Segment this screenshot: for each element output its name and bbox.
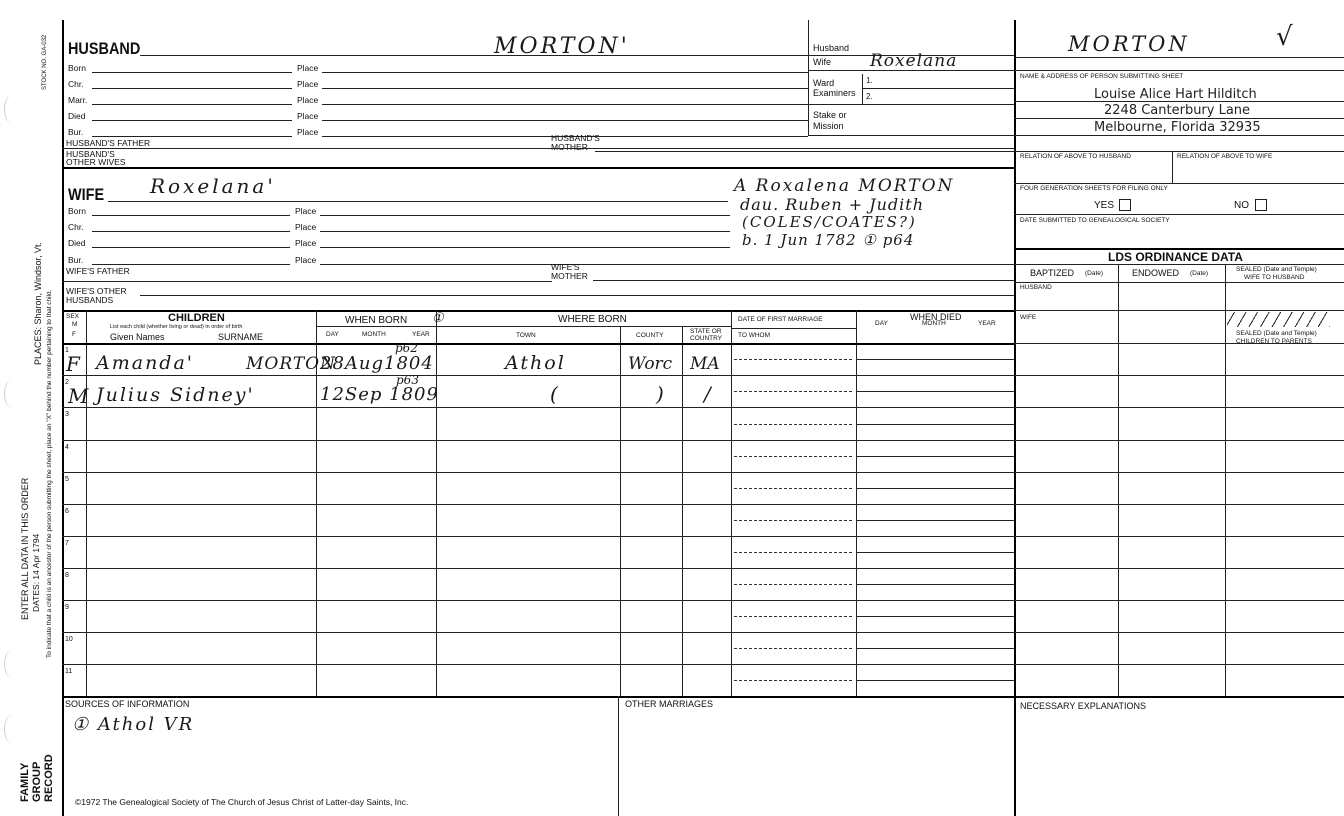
wife-bur-place-label: Place [295,255,317,265]
husband-title: HUSBAND [68,39,141,58]
child-page-ref: p63 [396,373,419,387]
child-state: / [704,382,711,406]
husband-died-place-label: Place [297,111,319,121]
child-town: Athol [505,352,566,374]
husband-marr-place-label: Place [297,95,319,105]
child-number: 9 [65,604,69,611]
examiners-label: Examiners [813,88,856,98]
child-sex: F [66,352,80,376]
child-page-ref: p62 [395,341,418,355]
ward-husband-label: Husband [813,43,850,53]
wife-born-label: Born [68,206,86,216]
died-year-header: YEAR [978,320,996,327]
when-born-mark: ① [432,311,444,326]
sex-f-header: F [72,331,76,338]
submitter-city: Melbourne, Florida 32935 [1094,120,1261,135]
husband-bur-place-label: Place [297,127,319,137]
wife-born-place-label: Place [295,206,317,216]
child-number: 10 [65,636,73,643]
no-checkbox[interactable] [1255,199,1267,211]
child-number: 2 [65,379,69,386]
husband-other-wives-1: HUSBAND'S [66,149,115,159]
children-subtitle: List each child (whether living or dead) in order of birth [110,324,243,330]
mission-label: Mission [813,121,844,131]
child-sex: M [68,384,89,408]
given-names-header: Given Names [110,332,165,342]
to-whom-header: TO WHOM [738,332,771,339]
wife-died-place-label: Place [295,238,317,248]
wife-bur-label: Bur. [68,255,84,265]
died-day-header: DAY [875,320,888,327]
wife-note-2: dau. Ruben + Judith [740,195,925,214]
when-died-header: WHEN DIED [910,312,962,322]
baptized-date-label: (Date) [1085,270,1104,277]
sealed-label-2: WIFE TO HUSBAND [1244,274,1305,281]
wife-mother-label-1: WIFE'S [551,262,580,272]
yes-checkbox[interactable] [1119,199,1131,211]
ward-wife-hand: Roxelana [870,51,958,71]
wife-note-1: A Roxalena MORTON [734,176,955,196]
when-born-header: WHEN BORN [345,315,408,326]
sex-m-header: M [72,321,78,328]
date-submitted-label: DATE SUBMITTED TO GENEALOGICAL SOCIETY [1020,217,1170,224]
husband-died-label: Died [68,111,86,121]
sources-label: SOURCES OF INFORMATION [65,699,190,709]
wife-died-label: Died [68,238,86,248]
relation-wife-label: RELATION OF ABOVE TO WIFE [1177,153,1273,160]
dates-label: DATES: 14 Apr 1794 [31,533,41,612]
punch-hole-mark [4,650,19,678]
husband-mother-label-1: HUSBAND'S [551,133,600,143]
explanations-label: NECESSARY EXPLANATIONS [1020,701,1147,711]
town-header: TOWN [516,332,536,339]
examiner-2: 2. [866,92,873,101]
submitter-label: NAME & ADDRESS OF PERSON SUBMITTING SHEET [1020,73,1184,80]
wife-father-label: WIFE'S FATHER [66,266,130,276]
child-town: ( [550,382,558,406]
indicate-instruction: To indicate that a child is an ancestor of the person submitting the sheet, place an "X" behind the number pertaining to that child. [46,289,53,658]
check-mark: √ [1276,22,1293,52]
ward-label: Ward [813,78,835,88]
other-marriages-label: OTHER MARRIAGES [625,699,714,709]
child-number: 1 [65,347,69,354]
sealed-children-2: CHILDREN TO PARENTS [1236,338,1312,345]
husband-born-label: Born [68,63,86,73]
submitter-street: 2248 Canterbury Lane [1104,103,1251,118]
wife-note-4: b. 1 Jun 1782 ① p64 [742,231,915,249]
died-month-header: MONTH [922,320,946,327]
wife-chr-place-label: Place [295,222,317,232]
child-county: Worc [628,354,673,374]
stake-label: Stake or [813,110,847,120]
wife-other-label-2: HUSBANDS [66,295,114,305]
punch-hole-mark [4,715,19,743]
husband-other-wives-2: OTHER WIVES [66,157,126,167]
first-marriage-header: DATE OF FIRST MARRIAGE [738,316,823,323]
sex-header: SEX [66,313,80,320]
wife-name-hand: Roxelana' [150,174,276,198]
sealed-children-1: SEALED (Date and Temple) [1236,330,1317,337]
enter-all-label: ENTER ALL DATA IN THIS ORDER [20,477,30,620]
copyright: ©1972 The Genealogical Society of The Church of Jesus Christ of Latter-day Saints, Inc. [75,797,409,807]
places-label: PLACES: Sharon, Windsor, Vt. [33,241,43,365]
record-title-2: GROUP [31,761,43,802]
husband-chr-place-label: Place [297,79,319,89]
state-header-1: STATE OR [690,328,722,335]
husband-bur-label: Bur. [68,127,84,137]
stock-number: STOCK NO. GA-032 [42,34,48,90]
child-state: MA [690,354,720,374]
lds-title: LDS ORDINANCE DATA [1108,250,1243,264]
child-birth-date: 12Sep 1809 [320,384,439,405]
child-number: 5 [65,476,69,483]
where-born-header: WHERE BORN [558,314,627,325]
child-number: 8 [65,572,69,579]
child-given-name: Julius Sidney' [96,384,255,406]
ward-divider [808,20,809,135]
right-surname-hand: MORTON [1068,32,1190,56]
relation-husband-label: RELATION OF ABOVE TO HUSBAND [1020,153,1131,160]
born-month-header: MONTH [362,331,386,338]
four-gen-label: FOUR GENERATION SHEETS FOR FILING ONLY [1020,185,1168,192]
endowed-date-label: (Date) [1190,270,1209,277]
state-header-2: COUNTRY [690,335,723,342]
submitter-name: Louise Alice Hart Hilditch [1094,87,1257,102]
husband-born-place-label: Place [297,63,319,73]
hatched-box [1227,312,1330,327]
child-number: 4 [65,444,69,451]
husband-chr-label: Chr. [68,79,84,89]
child-number: 6 [65,508,69,515]
child-number: 7 [65,540,69,547]
yes-label: YES [1094,200,1115,211]
husband-marr-label: Marr. [68,95,88,105]
examiner-1: 1. [866,76,873,85]
sources-hand: ① Athol VR [72,714,195,735]
child-given-name: Amanda' [96,352,195,374]
child-birth-date: 28Aug1804 [320,353,434,374]
born-year-header: YEAR [412,331,430,338]
wife-mother-label-2: MOTHER [551,271,588,281]
record-title-3: RECORD [43,754,55,802]
child-surname: MORTON [246,354,336,374]
baptized-label: BAPTIZED [1030,268,1075,278]
child-county: ) [656,382,664,406]
child-number: 3 [65,411,69,418]
wife-title: WIFE [68,185,105,204]
county-header: COUNTY [636,332,664,339]
lds-husband-label: HUSBAND [1020,284,1052,291]
wife-chr-label: Chr. [68,222,84,232]
punch-hole-mark [4,380,19,408]
husband-father-label: HUSBAND'S FATHER [66,138,151,148]
husband-mother-label-2: MOTHER [551,142,588,152]
endowed-label: ENDOWED [1132,268,1179,278]
children-title: CHILDREN [168,312,225,324]
child-number: 11 [65,668,73,675]
record-title-1: FAMILY [19,762,31,802]
born-day-header: DAY [326,331,339,338]
surname-header: SURNAME [218,332,264,342]
punch-hole-mark [4,95,19,123]
husband-name-hand: MORTON' [494,34,630,59]
no-label: NO [1234,200,1249,211]
lds-wife-label: WIFE [1020,314,1037,321]
ward-wife-label: Wife [813,57,831,67]
wife-other-label-1: WIFE'S OTHER [66,286,127,296]
sealed-label-1: SEALED (Date and Temple) [1236,266,1317,273]
wife-note-3: (COLES/COATES?) [742,213,917,231]
